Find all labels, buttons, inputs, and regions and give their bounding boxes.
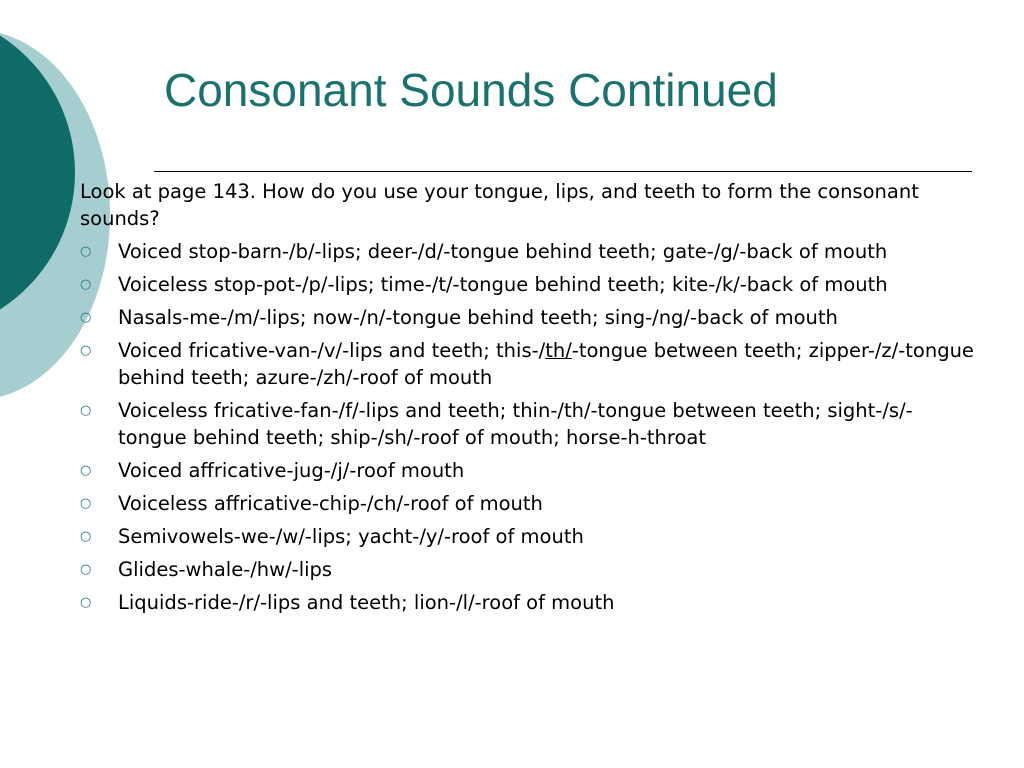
bullet-text: Nasals-me-/m/-lips; now-/n/-tongue behind teeth; sing-/ng/-back of mouth xyxy=(118,306,838,329)
bullet-text: Liquids-ride-/r/-lips and teeth; lion-/l/-roof of mouth xyxy=(118,591,615,614)
list-item xyxy=(80,457,980,484)
bullet-text-start: Voiced fricative-van-/v/-lips and teeth; this-/ xyxy=(118,339,546,362)
hollow-circle-bullet-icon: ○ xyxy=(80,403,92,418)
bullet-text-end: -tongue between teeth; zipper-/z/-tongue behind teeth; azure-/zh/-roof of mouth xyxy=(118,339,974,389)
hollow-circle-bullet-icon: ○ xyxy=(80,496,92,511)
bullet-text: Voiceless fricative-fan-/f/-lips and teeth; thin-/th/-tongue between teeth; sight-/s/-tongue behind teeth; ship-/sh/-roof of mouth; horse-h-throat xyxy=(118,399,913,449)
list-item xyxy=(80,397,980,451)
hollow-circle-bullet-icon: ○ xyxy=(80,310,92,325)
hollow-circle-bullet-icon: ○ xyxy=(80,463,92,478)
list-item xyxy=(80,523,980,550)
hollow-circle-bullet-icon: ○ xyxy=(80,562,92,577)
list-item xyxy=(80,556,980,583)
hollow-circle-bullet-icon: ○ xyxy=(80,529,92,544)
list-item xyxy=(80,589,980,616)
underlined-phoneme: th/ xyxy=(545,339,572,362)
list-item xyxy=(80,238,980,265)
slide-title: Consonant Sounds Continued xyxy=(164,64,778,116)
intro-text: Look at page 143. How do you use your tongue, lips, and teeth to form the consonant sounds? xyxy=(80,180,919,230)
title-divider xyxy=(154,171,972,172)
bullet-text: Semivowels-we-/w/-lips; yacht-/y/-roof of mouth xyxy=(118,525,584,548)
bullet-text: Voiced affricative-jug-/j/-roof mouth xyxy=(118,459,465,482)
hollow-circle-bullet-icon: ○ xyxy=(80,343,92,358)
bullet-text: Voiceless stop-pot-/p/-lips; time-/t/-tongue behind teeth; kite-/k/-back of mouth xyxy=(118,273,888,296)
bullet-text xyxy=(118,339,974,389)
list-item xyxy=(80,337,980,391)
bullet-text: Voiced stop-barn-/b/-lips; deer-/d/-tongue behind teeth; gate-/g/-back of mouth xyxy=(118,240,888,263)
hollow-circle-bullet-icon: ○ xyxy=(80,244,92,259)
list-item xyxy=(80,304,980,331)
list-item xyxy=(80,490,980,517)
hollow-circle-bullet-icon: ○ xyxy=(80,595,92,610)
bullet-text: Voiceless affricative-chip-/ch/-roof of mouth xyxy=(118,492,543,515)
hollow-circle-bullet-icon: ○ xyxy=(80,277,92,292)
list-item xyxy=(80,271,980,298)
bullet-text: Glides-whale-/hw/-lips xyxy=(118,558,333,581)
slide-body xyxy=(80,178,980,622)
bullet-list xyxy=(80,238,980,616)
